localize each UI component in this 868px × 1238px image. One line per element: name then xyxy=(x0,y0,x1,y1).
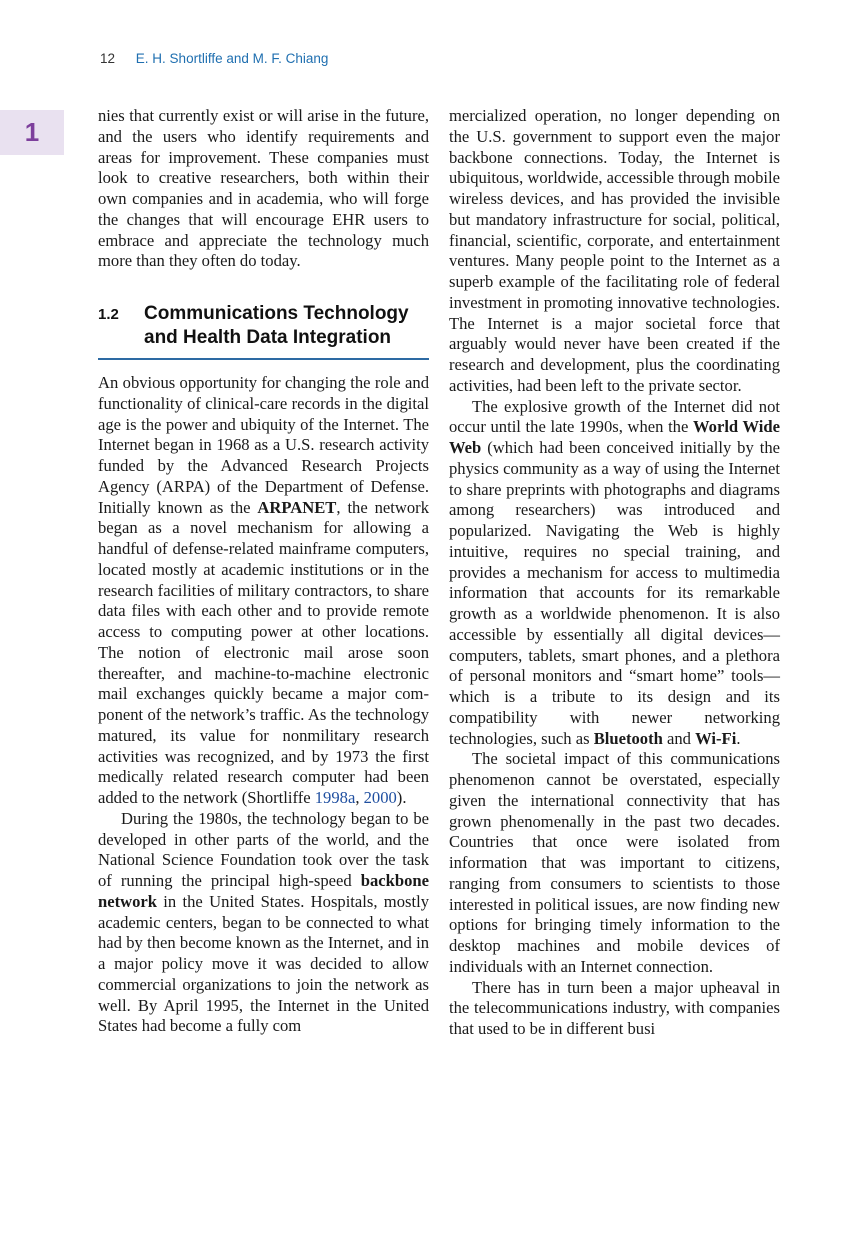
text-run: . xyxy=(736,728,741,748)
paragraph: nies that currently exist or will arise in the future, and the users who identify requirements and areas for improvement. These companies must look to creative researchers, both within their own companies and in academia, who will forge the changes that will encourage EHR users to embrace and appreciate the technology much more than they often do today. xyxy=(98,106,429,271)
left-column xyxy=(98,106,429,1037)
text-run: , xyxy=(355,788,364,807)
right-column xyxy=(449,106,780,1040)
page-number: 12 xyxy=(100,51,116,66)
paragraph xyxy=(449,397,780,750)
text-run: An obvious opportunity for changing the role and functionality of clinical-care records in the digital age is the power and ubiquity of the Internet. The Internet began in 1968 as a U.S. research activity funded by the Advanced Research Projects Agency (ARPA) of the Department of Defense. Initially known as the xyxy=(98,373,429,517)
key-term: World Wide Web xyxy=(449,417,780,457)
key-term: Bluetooth xyxy=(593,728,663,748)
citation-link[interactable]: 1998a xyxy=(314,788,356,807)
chapter-tab: 1 xyxy=(0,110,64,155)
citation-link[interactable]: 2000 xyxy=(363,788,397,807)
text-run: During the 1980s, the technology began to be developed in other parts of the world, and the National Science Foundation took over the task of running the principal high-speed xyxy=(98,808,429,890)
section-title: Communications Technology and Health Data Integration xyxy=(144,303,409,348)
paragraph: There has in turn been a major upheaval in the telecommunications industry, with companies that used to be in different busi xyxy=(449,977,780,1038)
running-head xyxy=(100,50,328,68)
key-term: ARPANET xyxy=(257,497,337,517)
text-run: The explosive growth of the Internet did not occur until the late 1990s, when the xyxy=(449,396,780,437)
text-run: and xyxy=(662,728,696,748)
paragraph: The societal impact of this communications phenomenon cannot be overstated, especially given the international connectivity that has grown phenomenally in the past two decades. Countries that once were isolated from information that was important to citizens, ranging from consumers to scientists to those interested in political issues, are now finding new options for bringing timely information to the desktop machines and mobile devices of individuals with an Internet connection. xyxy=(449,749,780,976)
paragraph xyxy=(98,809,429,1037)
text-run: , the network began as a novel mechanism for allowing a handful of defense-related mainframe computers, located mostly at academic institutions or in the research facilities of military contractors, to share data files with each other and to provide remote access to computing power at other locations. The notion of electronic mail arose soon thereafter, and machine-to-machine electronic mail exchanges quickly became a major component of the network’s traffic. As the technology matured, its value for nonmilitary research activities was recognized, and by 1973 the first medically related research computer had been added to the network (Shortliffe xyxy=(98,497,429,807)
paragraph xyxy=(98,373,429,809)
paragraph: mercialized operation, no longer depending on the U.S. government to support even the major backbone connections. Today, the Internet is ubiquitous, worldwide, accessible through mobile wireless devices, and has provided the invisible but mandatory infrastructure for social, political, financial, scientific, corporate, and entertainment ventures. Many people point to the Internet as a superb example of the facilitating role of federal investment in promoting innovative technologies. The Internet is a major societal force that arguably would never have been created if the research and development, plus the coordinating activities, had been left to the private sector. xyxy=(449,106,780,395)
section-number: 1.2 xyxy=(98,306,119,323)
text-run: (which had been conceived initially by the physics community as a way of using the Internet to share preprints with photographs and diagrams among researchers) was introduced and popularized. Navigating the Web is highly intuitive, requires no special training, and provides a mechanism for access to multimedia information that accounts for its remarkable growth as a worldwide phenomenon. It is also accessible by essentially all digital devices—computers, tablets, smart phones, and a plethora of personal monitors and “smart home” tools—which is a tribute to its design and its compatibility with newer networking technologies, such as xyxy=(449,438,780,748)
key-term: backbone network xyxy=(98,871,429,911)
text-run: ). xyxy=(396,788,407,807)
text-run: in the United States. Hospitals, mostly academic centers, began to be connected to what had by then become known as the Internet, and in a major policy move it was decided to allow commercial organizations to join the network as well. By April 1995, the Internet in the United States had become a fully com xyxy=(98,891,429,1036)
running-head-authors: E. H. Shortliffe and M. F. Chiang xyxy=(135,51,329,66)
section-heading xyxy=(98,302,429,360)
key-term: Wi-Fi xyxy=(695,728,737,748)
